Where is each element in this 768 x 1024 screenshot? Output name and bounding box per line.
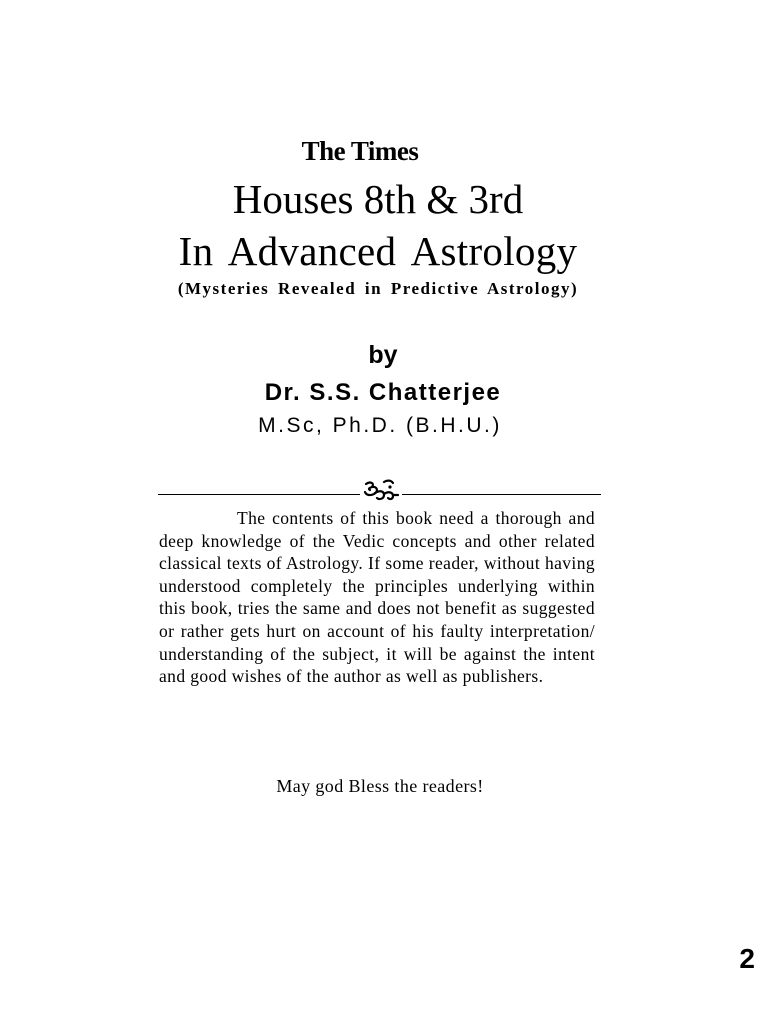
by-label: by bbox=[368, 341, 398, 369]
blessing-line: May god Bless the readers! bbox=[276, 776, 484, 796]
series-name: The Times bbox=[301, 136, 419, 166]
book-subtitle: (Mysteries Revealed in Predictive Astrology) bbox=[177, 279, 579, 298]
page-number: 2 bbox=[739, 943, 755, 974]
divider-rule-left bbox=[158, 494, 360, 495]
om-icon bbox=[362, 478, 400, 504]
author-degrees: M.Sc, Ph.D. (B.H.U.) bbox=[258, 414, 502, 437]
author-name: Dr. S.S. Chatterjee bbox=[264, 379, 502, 406]
ornamental-divider bbox=[158, 478, 601, 504]
book-title-line-2: In Advanced Astrology bbox=[178, 228, 578, 274]
divider-rule-right bbox=[402, 494, 601, 495]
disclaimer-paragraph: The contents of this book need a thorough and deep knowledge of the Vedic concepts and other related classical texts of Astrology. If some reader, without having understood completely the principles underlying within this book, tries the same and does not benefit as suggested or rather gets hurt on account of his faulty interpretation/ understanding of the subject, it will be against the intent and good wishes of the author as well as publishers. bbox=[159, 508, 595, 687]
book-title-line-1: Houses 8th & 3rd bbox=[232, 176, 524, 222]
